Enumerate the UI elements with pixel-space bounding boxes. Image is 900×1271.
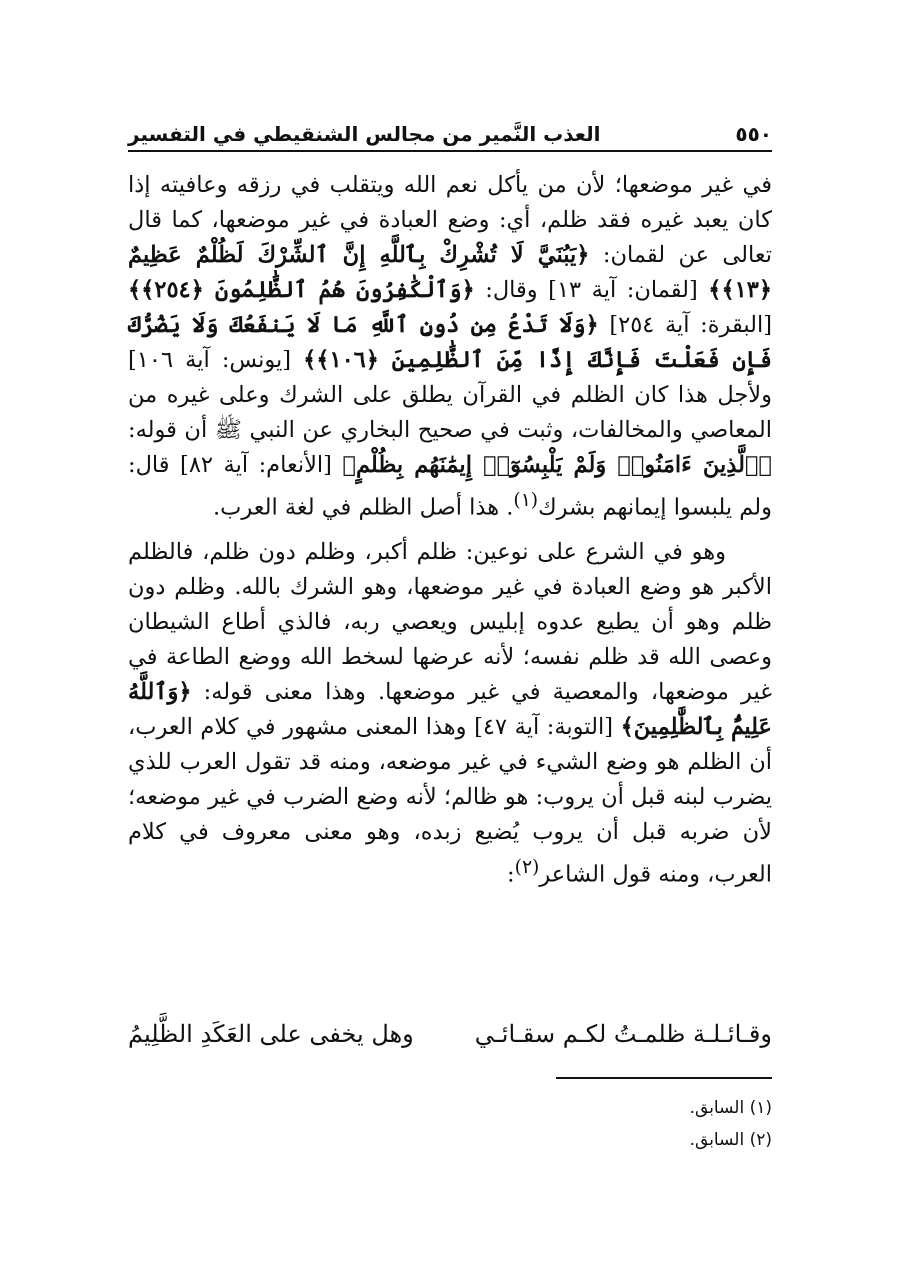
- footnote-rule: [556, 1077, 772, 1079]
- text-run: [لقمان: آية ١٣] وقال:: [474, 277, 709, 303]
- quran-verse-yunus: ﴿وَلَا تَدْعُ مِن دُونِ ٱللَّهِ مَا لَا يَنفَعُكَ وَلَا يَضُرُّكَ فَإِن فَعَلْتَ فَإِنَّكَ إِذًا مِّنَ ٱلظَّٰلِمِينَ ﴿١٠٦﴾﴾: [128, 312, 772, 373]
- text-run: . هذا أصل الظلم في لغة العرب.: [213, 494, 514, 521]
- footnote-marker-1: (١): [513, 490, 539, 511]
- quran-verse-baqara: ﴿وَٱلْكَٰفِرُونَ هُمُ ٱلظَّٰلِمُونَ ﴿٢٥٤﴾﴾: [128, 277, 475, 303]
- footnote-2: (٢) السابق.: [689, 1130, 772, 1150]
- poetry-verse: [128, 1020, 772, 1048]
- quran-verse-tawba: ﴿وَٱللَّهُ عَلِيمٌۢ بِٱلظَّٰلِمِينَ﴾: [128, 678, 772, 740]
- footnotes: [690, 1092, 772, 1156]
- book-title: العذب النَّمير من مجالس الشنقيطي في التفسير: [128, 122, 601, 146]
- text-run: [البقرة: آية ٢٥٤]: [598, 312, 772, 338]
- main-text: [128, 168, 772, 892]
- verse-first-hemistich: وقـائـلـة ظلمـتُ لكـم سقـائـي: [474, 1020, 772, 1048]
- text-run: [الأنعام: آية ٨٢] قال: ولم يلبسوا إيمانهم بشرك: [128, 452, 772, 521]
- footnote-1: (١) السابق.: [689, 1098, 772, 1118]
- paragraph-2: [128, 535, 772, 893]
- header-rule: [128, 150, 772, 152]
- text-run: في غير موضعها؛ لأن من يأكل نعم الله ويتقلب في رزقه وعافيته إذا كان يعبد غيره فقد ظلم، أي: وضع العبادة في غير موضعها، كما قال تعالى عن لقمان:: [128, 172, 773, 268]
- text-run: [يونس: آية ١٠٦] ولأجل هذا كان الظلم في القرآن يطلق على الشرك وعلى غيره من المعاصي والمخالفات، وثبت في صحيح البخاري عن النبي ﷺ أن قوله:: [128, 347, 772, 443]
- page-number: ٥٥٠: [735, 122, 772, 146]
- verse-second-hemistich: وهل يخفى على العَكَدِ الظَّلِيمُ: [128, 1020, 414, 1048]
- footnote-marker-2: (٢): [514, 856, 540, 878]
- text-run: وهو في الشرع على نوعين: ظلم أكبر، وظلم دون ظلم، فالظلم الأكبر هو وضع العبادة في غير موضعها، وهو الشرك بالله. وظلم دون ظلم وهو أن يطيع عدوه إبليس ويعصي ربه، فالذي أطاع الشيطان وعصى الله قد ظلم نفسه؛ لأنه عرضها لسخط الله ووضع الطاعة في غير موضعها، والمعصية في غير موضعها. وهذا معنى قوله:: [128, 538, 772, 705]
- quran-verse-luqman: ﴿يَبُنَيَّ لَا تُشْرِكْ بِٱللَّهِ إِنَّ ٱلشِّرْكَ لَظُلْمٌ عَظِيمٌ ﴿١٣﴾﴾: [128, 242, 772, 303]
- text-run: [التوبة: آية ٤٧] وهذا المعنى مشهور في كلام العرب، أن الظلم هو وضع الشيء في غير موضعه، ومنه قد تقول العرب للذي يضرب لبنه قبل أن يروب: هو ظالم؛ لأنه وضع الضرب في غير موضعه؛ لأن ضربه قبل أن يروب يُضيع زبده، وهو معنى معروف في كلام العرب، ومنه قول الشاعر: [128, 713, 772, 887]
- running-header: [128, 112, 772, 146]
- paragraph-1: [128, 168, 772, 526]
- quran-verse-anam: ﴿ٱلَّذِينَ ءَامَنُوا۟ وَلَمْ يَلْبِسُوٓا۟ إِيمَٰنَهُم بِظُلْمٍ﴾: [342, 452, 772, 478]
- text-run: :: [507, 861, 515, 887]
